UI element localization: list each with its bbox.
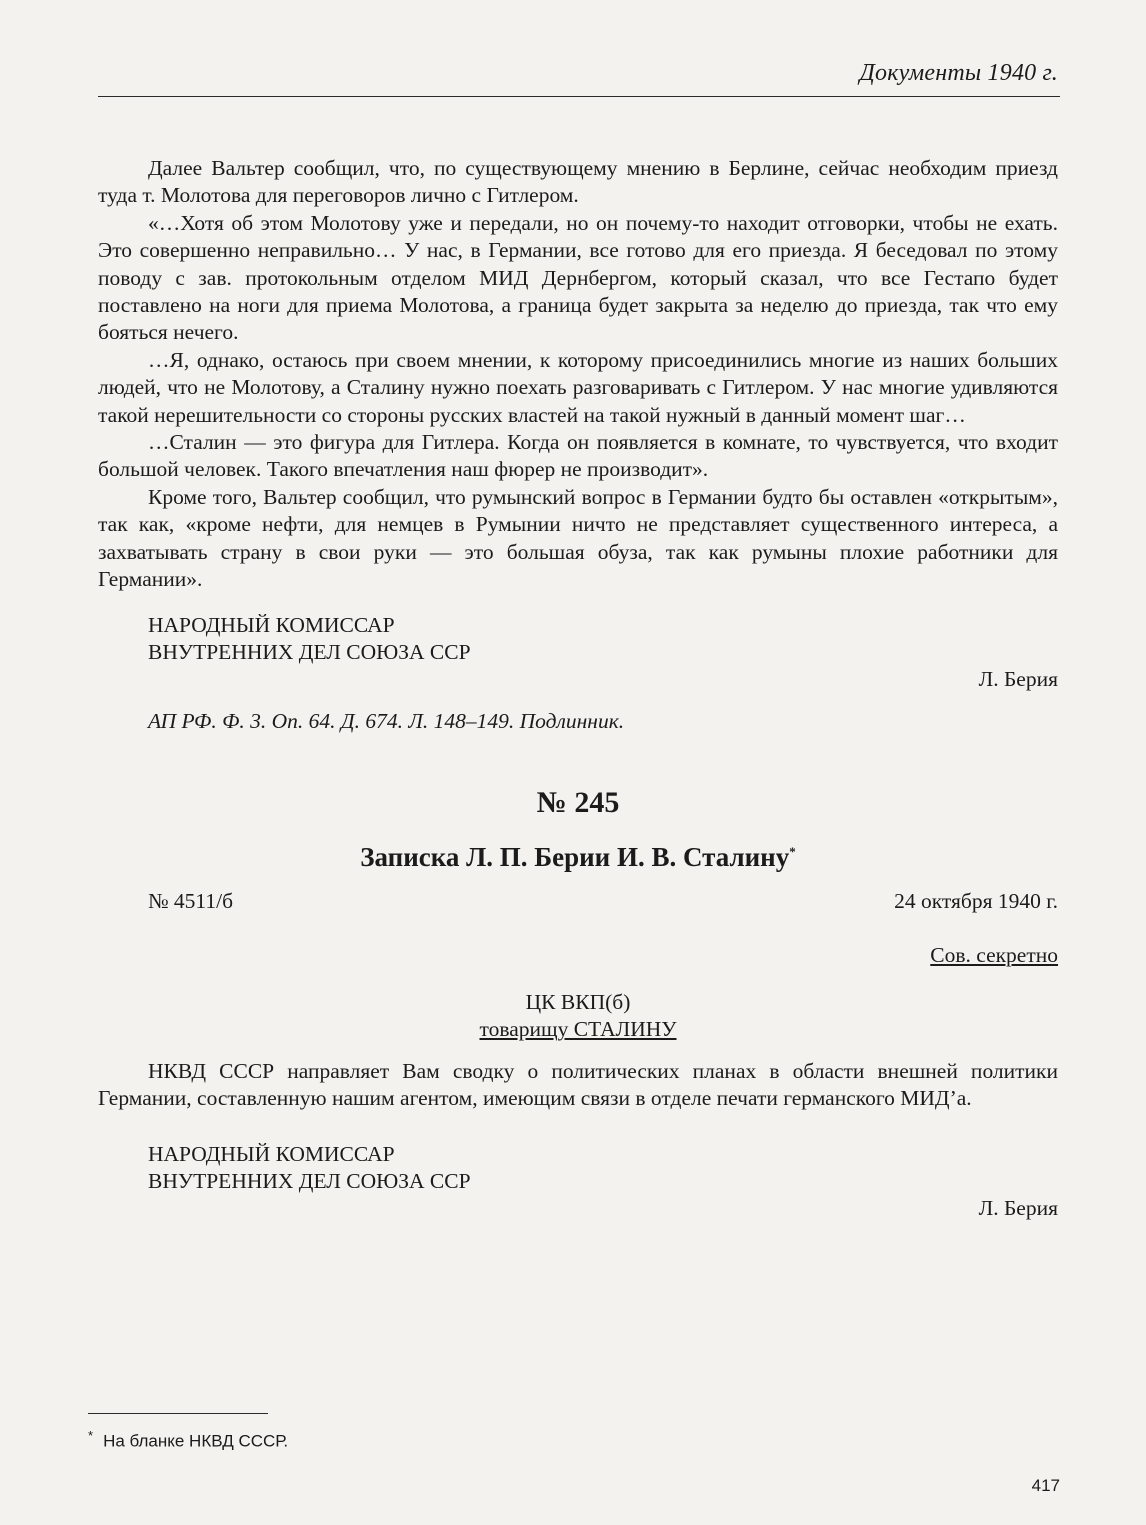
archive-reference: АП РФ. Ф. 3. Оп. 64. Д. 674. Л. 148–149. Подлинник. <box>148 708 625 733</box>
paragraph: Далее Вальтер сообщил, что, по существующему мнению в Берлине, сейчас необходим приезд туда т. Молотова для переговоров лично с Гитлером. <box>98 156 1058 208</box>
paragraph: …Сталин — это фигура для Гитлера. Когда он появляется в комнате, то чувствуется, что входит большой человек. Такого впечатления наш фюрер не производит». <box>98 430 1058 482</box>
document-title-text: Записка Л. П. Берии И. В. Сталину <box>360 842 790 873</box>
addressee <box>98 989 1058 1044</box>
document-date: 24 октября 1940 г. <box>894 889 1058 914</box>
signature-title-line: НАРОДНЫЙ КОМИССАР <box>148 1141 395 1166</box>
document-title <box>98 835 1058 874</box>
running-head: Документы 1940 г. <box>859 60 1058 86</box>
footnote <box>88 1428 288 1452</box>
page-number: 417 <box>1031 1476 1060 1495</box>
main-text-column <box>98 155 1058 1223</box>
paragraph: «…Хотя об этом Молотову уже и передали, но он почему-то находит отговорки, чтобы не ехать. Это совершенно неправильно… У нас, в Германии, все готово для его приезда. Я беседовал по этому поводу с зав. протокольным отделом МИД Дернбергом, который сказал, что все Гестапо будет поставлено на ноги для приема Молотова, а граница будет закрыта за неделю до приезда, так что ему бояться нечего. <box>98 210 1058 345</box>
document-body: НКВД СССР направляет Вам сводку о политических планах в области внешней политики Германии, составленную нашим агентом, имеющим связи в отделе печати германского МИД’а. <box>98 1058 1058 1111</box>
classification-stamp: Сов. секретно <box>930 942 1058 967</box>
document-number: № 245 <box>536 786 620 820</box>
signature-title-line: ВНУТРЕННИХ ДЕЛ СОЮЗА ССР <box>148 1168 471 1193</box>
signature-block <box>98 612 1058 694</box>
addressee-org: ЦК ВКП(б) <box>525 989 631 1014</box>
signature-name: Л. Берия <box>978 1196 1058 1221</box>
signature-name: Л. Берия <box>978 667 1058 692</box>
footnote-marker: * <box>789 844 796 860</box>
document-meta <box>98 888 1058 915</box>
paragraph: Кроме того, Вальтер сообщил, что румынский вопрос в Германии будто бы оставлен «открытым», так как, «кроме нефти, для немцев в Румынии ничто не представляет существенного интереса, а захватывать страну в свои руки — это большая обуза, так как румыны плохие работники для Германии». <box>98 484 1058 592</box>
signature-title-line: ВНУТРЕННИХ ДЕЛ СОЮЗА ССР <box>148 639 471 664</box>
footnote-mark: * <box>88 1428 94 1443</box>
paragraph: …Я, однако, остаюсь при своем мнении, к которому присоединились многие из наших больших людей, что не Молотову, а Сталину нужно поехать разговаривать с Гитлером. У нас многие удивляются такой нерешительности со стороны русских властей на такой нужный в данный момент шаг… <box>98 347 1058 427</box>
addressee-person: товарищу СТАЛИНУ <box>479 1017 677 1042</box>
footnote-text: На бланке НКВД СССР. <box>103 1431 289 1451</box>
signature-title-line: НАРОДНЫЙ КОМИССАР <box>148 612 395 637</box>
footnote-divider <box>88 1413 268 1414</box>
registration-number: № 4511/б <box>148 889 234 914</box>
header-divider <box>98 96 1060 97</box>
signature-block <box>98 1141 1058 1223</box>
